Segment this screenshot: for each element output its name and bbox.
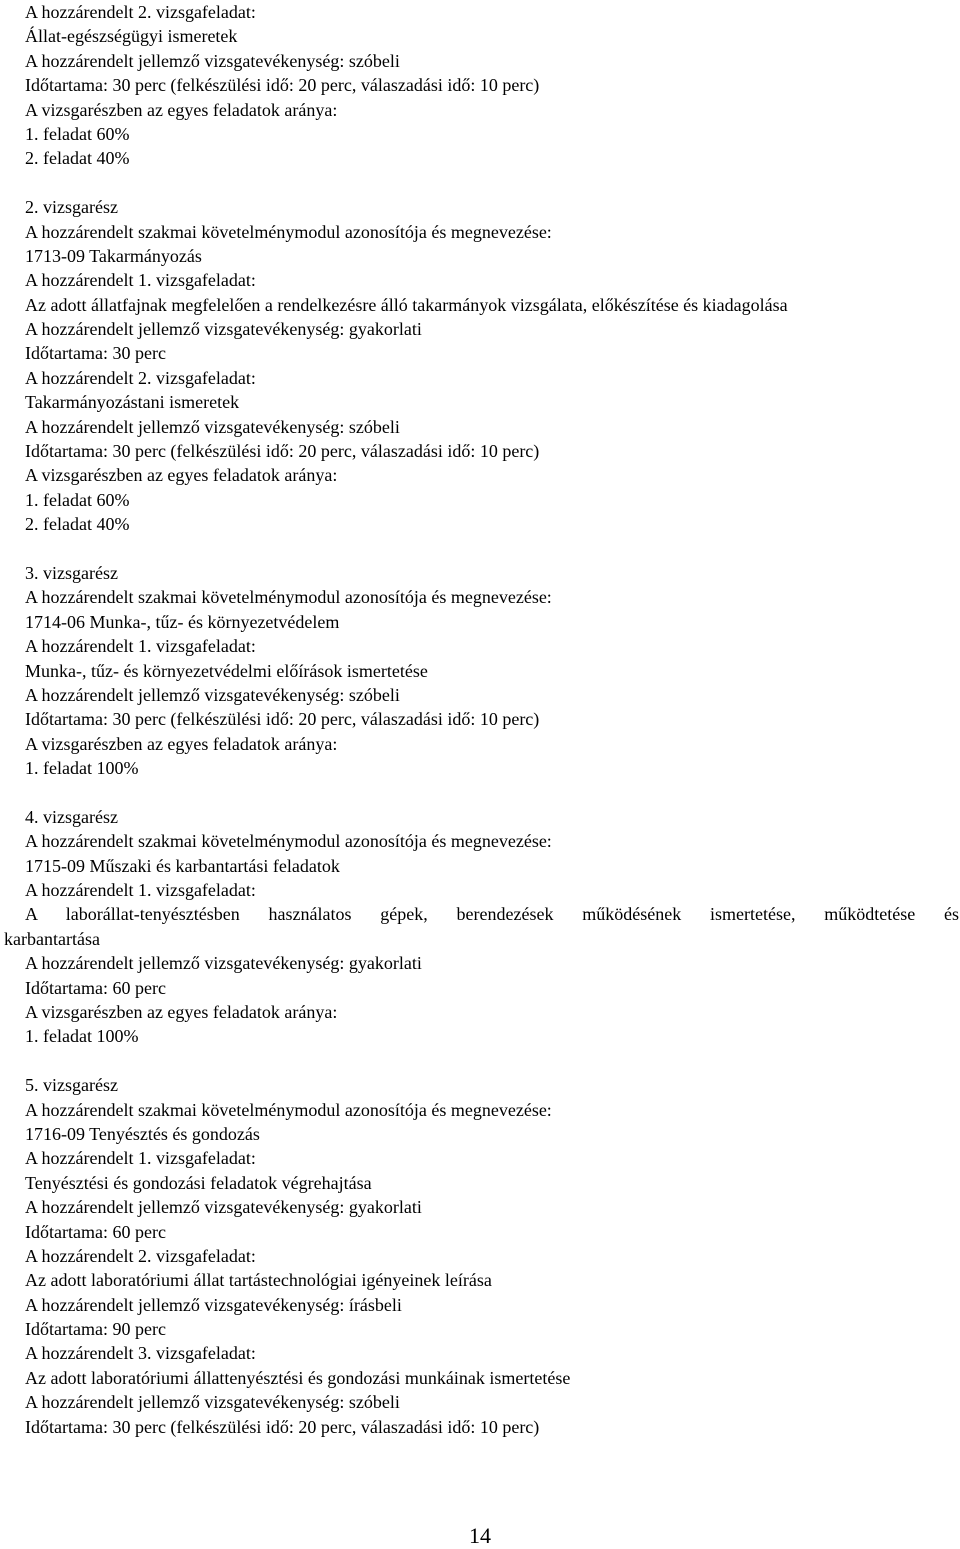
text-line: 1715-09 Műszaki és karbantartási feladatok: [25, 855, 340, 876]
text-line: Az adott állatfajnak megfelelően a rendelkezésre álló takarmányok vizsgálata, előkészítése és kiadagolása: [25, 294, 788, 315]
text-line: 1714-06 Munka-, tűz- és környezetvédelem: [25, 611, 340, 632]
text-line: Tenyésztési és gondozási feladatok végrehajtása: [25, 1172, 372, 1193]
text-line: 1713-09 Takarmányozás: [25, 245, 202, 266]
text-line: 1. feladat 100%: [25, 1026, 139, 1047]
text-line: A vizsgarészben az egyes feladatok aránya:: [25, 465, 338, 486]
text-line: A hozzárendelt szakmai követelménymodul azonosítója és megnevezése:: [25, 221, 552, 242]
text-line: A hozzárendelt 1. vizsgafeladat:: [25, 1148, 256, 1169]
text-line: Időtartama: 30 perc (felkészülési idő: 20 perc, válaszadási idő: 10 perc): [25, 1416, 540, 1437]
text-line: A hozzárendelt 1. vizsgafeladat:: [25, 270, 256, 291]
text-line: Időtartama: 90 perc: [25, 1319, 166, 1340]
text-line: A hozzárendelt 1. vizsgafeladat:: [25, 880, 256, 901]
section-heading: 3. vizsgarész: [25, 562, 118, 583]
text-line: A hozzárendelt jellemző vizsgatevékenység: szóbeli: [25, 684, 400, 705]
text-line: A vizsgarészben az egyes feladatok aránya:: [25, 733, 338, 754]
text-line: A laborállat-tenyésztésben használatos gépek, berendezések működésének ismertetése, működtetése és: [25, 904, 959, 925]
text-line: A hozzárendelt jellemző vizsgatevékenység: gyakorlati: [25, 953, 422, 974]
text-line: 2. feladat 40%: [25, 514, 130, 535]
text-line: 1. feladat 100%: [25, 758, 139, 779]
text-line: A hozzárendelt szakmai követelménymodul azonosítója és megnevezése:: [25, 1099, 552, 1120]
text-line: 2. feladat 40%: [25, 148, 130, 169]
text-line: A hozzárendelt szakmai követelménymodul azonosítója és megnevezése:: [25, 587, 552, 608]
text-line: 1. feladat 60%: [25, 123, 130, 144]
text-line: Az adott laboratóriumi állat tartástechnológiai igényeinek leírása: [25, 1270, 492, 1291]
section-heading: 5. vizsgarész: [25, 1075, 118, 1096]
text-line: Állat-egészségügyi ismeretek: [25, 26, 238, 47]
text-line: A hozzárendelt jellemző vizsgatevékenység: gyakorlati: [25, 319, 422, 340]
text-line: A vizsgarészben az egyes feladatok aránya:: [25, 99, 338, 120]
text-line: A hozzárendelt 2. vizsgafeladat:: [25, 1245, 256, 1266]
page-number: 14: [469, 1523, 491, 1548]
text-line: A vizsgarészben az egyes feladatok aránya:: [25, 1002, 338, 1023]
text-line: Időtartama: 60 perc: [25, 1221, 166, 1242]
text-line: 1716-09 Tenyésztés és gondozás: [25, 1123, 260, 1144]
text-line: Takarmányozástani ismeretek: [25, 392, 240, 413]
text-line: A hozzárendelt 3. vizsgafeladat:: [25, 1343, 256, 1364]
blank-line: [25, 781, 955, 805]
text-line: Időtartama: 30 perc (felkészülési idő: 20 perc, válaszadási idő: 10 perc): [25, 75, 540, 96]
document-body: [4, 0, 959, 1439]
text-line: A hozzárendelt szakmai követelménymodul azonosítója és megnevezése:: [25, 831, 552, 852]
text-line: Időtartama: 30 perc (felkészülési idő: 20 perc, válaszadási idő: 10 perc): [25, 441, 540, 462]
text-line: Időtartama: 30 perc (felkészülési idő: 20 perc, válaszadási idő: 10 perc): [25, 709, 540, 730]
text-line: A hozzárendelt jellemző vizsgatevékenység: szóbeli: [25, 1392, 400, 1413]
text-line: Időtartama: 60 perc: [25, 977, 166, 998]
text-line: A hozzárendelt jellemző vizsgatevékenység: gyakorlati: [25, 1197, 422, 1218]
blank-line: [25, 171, 955, 195]
text-line: A hozzárendelt jellemző vizsgatevékenység: szóbeli: [25, 416, 400, 437]
blank-line: [25, 1049, 955, 1073]
text-line: 1. feladat 60%: [25, 489, 130, 510]
text-line: karbantartása: [4, 928, 100, 949]
text-line: A hozzárendelt 2. vizsgafeladat:: [25, 2, 256, 22]
text-line: A hozzárendelt 2. vizsgafeladat:: [25, 367, 256, 388]
text-line: Az adott laboratóriumi állattenyésztési és gondozási munkáinak ismertetése: [25, 1367, 571, 1388]
blank-line: [25, 537, 955, 561]
text-line: Munka-, tűz- és környezetvédelmi előírások ismertetése: [25, 660, 428, 681]
text-line: A hozzárendelt jellemző vizsgatevékenység: írásbeli: [25, 1294, 402, 1315]
text-line: A hozzárendelt 1. vizsgafeladat:: [25, 636, 256, 657]
text-line: Időtartama: 30 perc: [25, 343, 166, 364]
section-heading: 2. vizsgarész: [25, 197, 118, 218]
justified-paragraph: [4, 902, 959, 951]
text-line: A hozzárendelt jellemző vizsgatevékenység: szóbeli: [25, 50, 400, 71]
section-heading: 4. vizsgarész: [25, 806, 118, 827]
